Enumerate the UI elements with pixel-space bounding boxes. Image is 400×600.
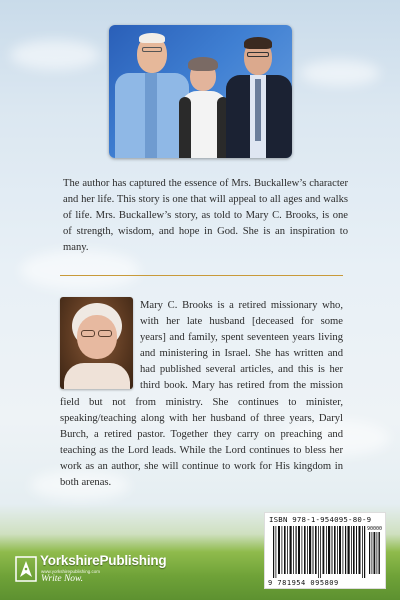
publisher-logo	[15, 553, 190, 587]
barcode-icon	[271, 526, 381, 578]
cloud	[300, 60, 380, 86]
publisher-tagline: Write Now.	[41, 574, 84, 584]
isbn-number: ISBN 978-1-954095-80-9	[269, 515, 372, 524]
person-figure	[179, 25, 229, 158]
publisher-url: www.yorkshirepublishing.com	[41, 569, 101, 574]
cloud	[10, 40, 100, 70]
isbn-barcode	[264, 512, 386, 589]
publisher-name: YorkshirePublishing	[40, 553, 167, 568]
person-figure	[224, 25, 292, 158]
barcode-digits: 9 781954 095809	[268, 579, 339, 587]
family-photo	[109, 25, 292, 158]
barcode-addon: 90000	[367, 526, 383, 532]
book-blurb: The author has captured the essence of Mrs. Buckallew’s character and her life. This story is one that will appeal to all ages and walks of life. Mrs. Buckallew’s story, as told to Mary C. Brooks, is one of strength, wisdom, and hope in God. She is an inspiration to many.	[63, 178, 348, 253]
author-bio	[60, 298, 343, 491]
divider-line	[60, 275, 343, 276]
cloud	[20, 250, 140, 290]
portrait-spacer	[60, 298, 140, 394]
person-figure	[115, 25, 189, 158]
author-bio-text: Mary C. Brooks is a retired missionary who, with her late husband [deceased for some years] and family, spent seventeen years living and ministering in Israel. She has written and had published several articles, and this is her third book. Mary has retired from the mission field but not from ministry. She continues to minister, speaking/teaching along with her husband of three years, Daryl Burch, a retired pastor. Together they carry on preaching and teaching as the Lord leads. While the Lord continues to bless her work as an author, she will continue to work for His kingdom in both arenas.	[60, 300, 343, 489]
pen-nib-icon	[15, 556, 37, 582]
